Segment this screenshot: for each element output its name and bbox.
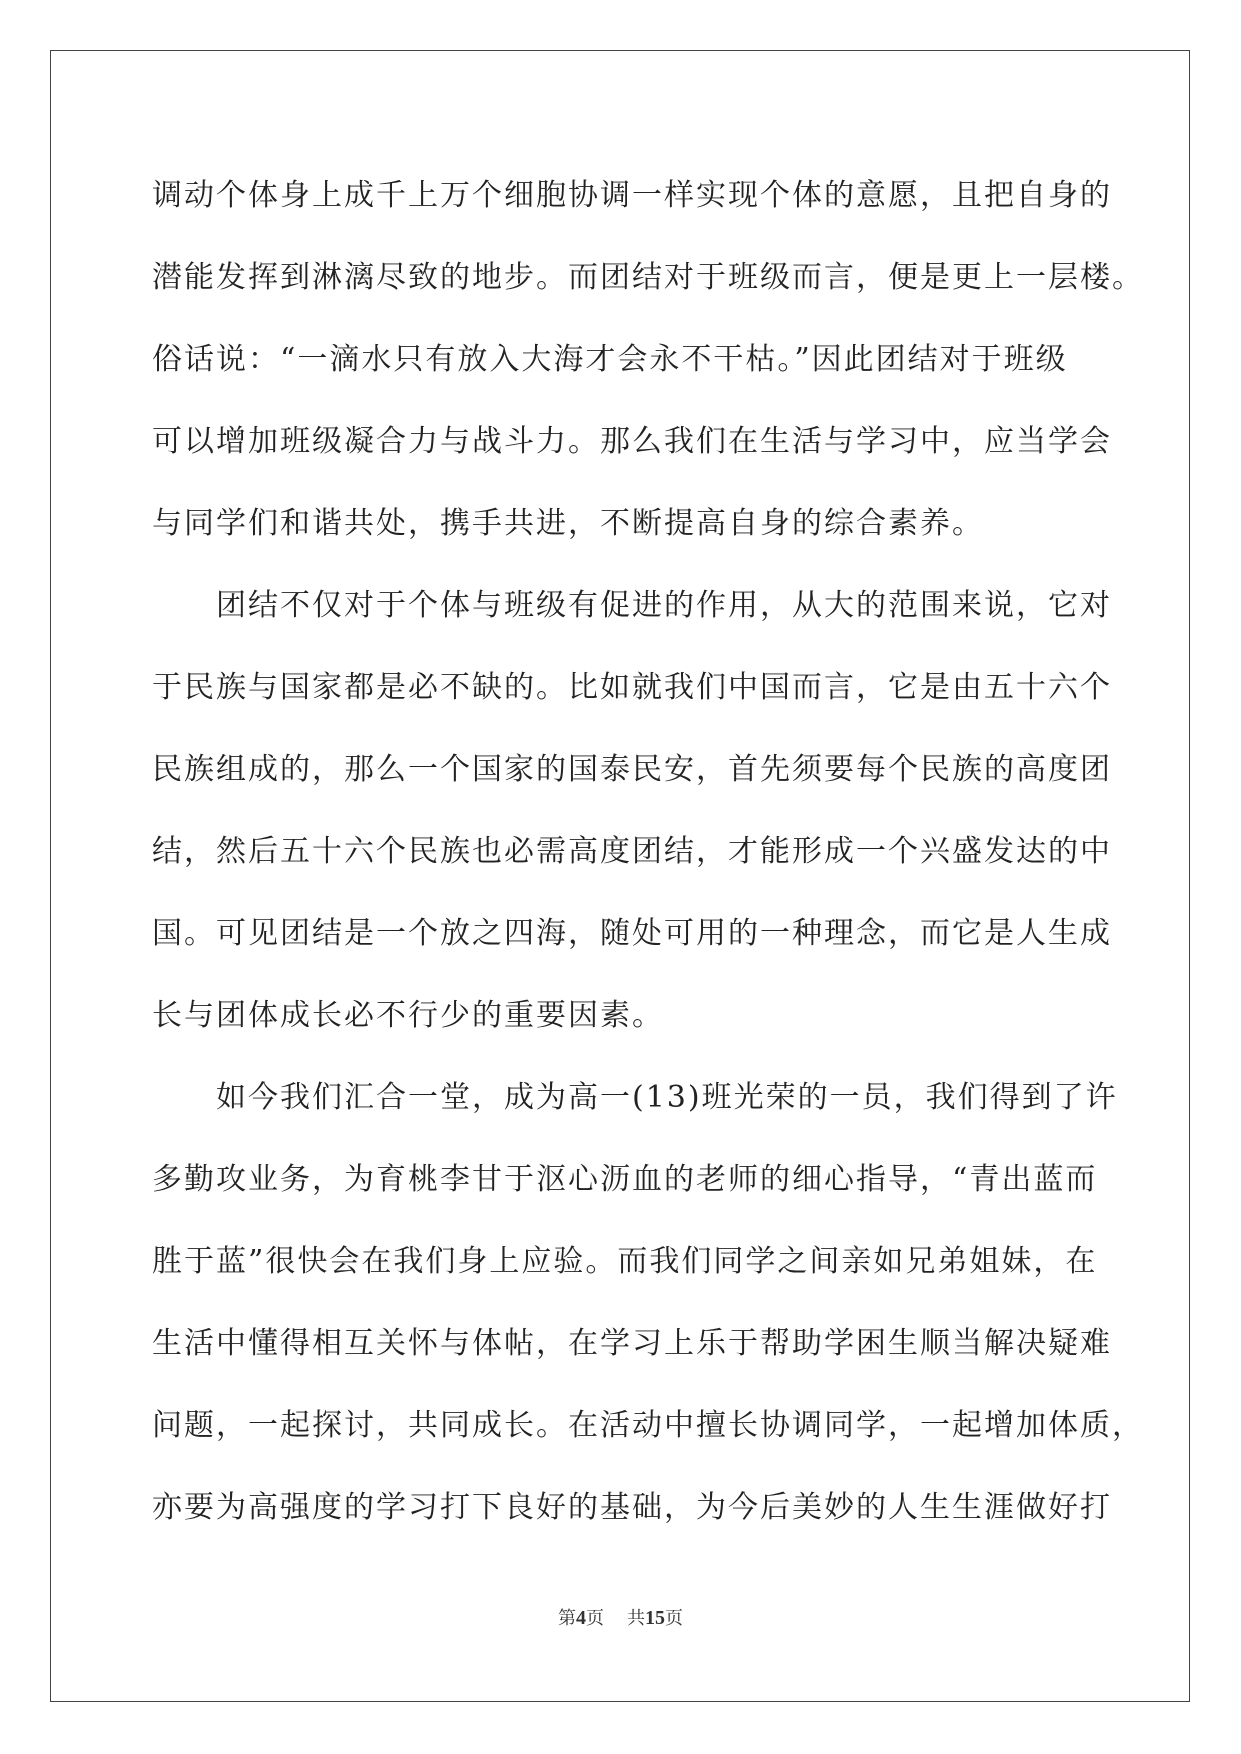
paragraph-start-line: 如今我们汇合一堂，成为高一(13)班光荣的一员，我们得到了许: [216, 1080, 1118, 1115]
document-body: [152, 155, 1144, 1549]
page-suffix: 页: [586, 1608, 605, 1629]
text-line: 于民族与国家都是必不缺的。比如就我们中国而言，它是由五十六个: [152, 670, 1112, 705]
text-line: 多勤攻业务，为育桃李甘于沤心沥血的老师的细心指导，“青出蓝而: [152, 1162, 1098, 1197]
text-line: 问题，一起探讨，共同成长。在活动中擅长协调同学，一起增加体质，: [152, 1408, 1144, 1443]
page-footer: [0, 1604, 1241, 1630]
text-line: 长与团体成长必不行少的重要因素。: [152, 998, 664, 1033]
page-prefix: 第: [558, 1608, 577, 1629]
total-suffix: 页: [664, 1608, 683, 1629]
text-line: 俗话说：“一滴水只有放入大海才会永不干枯。”因此团结对于班级: [152, 342, 1068, 377]
text-line: 与同学们和谐共处，携手共进，不断提高自身的综合素养。: [152, 506, 984, 541]
page-number: 4: [576, 1607, 587, 1629]
text-line: 可以增加班级凝合力与战斗力。那么我们在生活与学习中，应当学会: [152, 424, 1112, 459]
total-pages: 15: [644, 1607, 665, 1629]
text-line: 潜能发挥到淋漓尽致的地步。而团结对于班级而言，便是更上一层楼。: [152, 260, 1144, 295]
text-line: 结，然后五十六个民族也必需高度团结，才能形成一个兴盛发达的中: [152, 834, 1112, 869]
total-prefix: 共: [626, 1608, 645, 1629]
text-line: 调动个体身上成千上万个细胞协调一样实现个体的意愿，且把自身的: [152, 178, 1112, 213]
text-line: 民族组成的，那么一个国家的国泰民安，首先须要每个民族的高度团: [152, 752, 1112, 787]
text-line: 国。可见团结是一个放之四海，随处可用的一种理念，而它是人生成: [152, 916, 1112, 951]
text-line: 生活中懂得相互关怀与体帖，在学习上乐于帮助学困生顺当解决疑难: [152, 1326, 1112, 1361]
paragraph-start-line: 团结不仅对于个体与班级有促进的作用，从大的范围来说，它对: [216, 588, 1112, 623]
text-line: 亦要为高强度的学习打下良好的基础，为今后美妙的人生生涯做好打: [152, 1490, 1112, 1525]
text-line: 胜于蓝”很快会在我们身上应验。而我们同学之间亲如兄弟姐妹，在: [152, 1244, 1098, 1279]
